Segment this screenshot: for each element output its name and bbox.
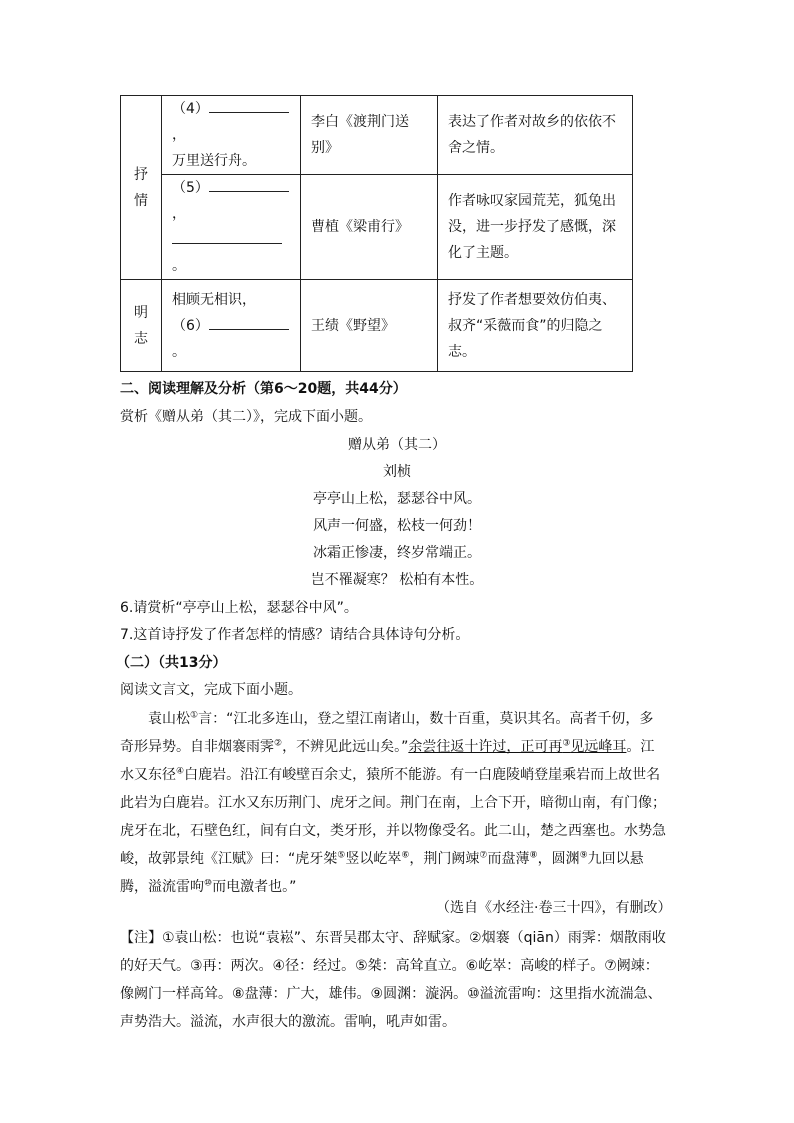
note-cell: 作者咏叹家园荒芜，狐兔出没，进一步抒发了感慨，深化了主题。 — [438, 175, 633, 280]
verse-line: 万里送行舟。 — [172, 153, 256, 169]
fill-blank[interactable] — [172, 227, 282, 244]
source-cell: 曹植《梁甫行》 — [301, 175, 438, 280]
item-number: （6） — [172, 317, 209, 334]
passage-source: （选自《水经注·卷三十四》，有删改） — [436, 900, 672, 916]
passage-line: 此岩为白鹿岩。江水又东历荆门、虎牙之间。荆门在南，上合下开，暗彻山南，有门像； — [120, 795, 666, 811]
footnotes — [120, 924, 680, 1036]
subsection-intro: 阅读文言文，完成下面小题。 — [120, 682, 302, 698]
fill-blank[interactable] — [209, 175, 289, 192]
section-intro: 赏析《赠从弟（其二）》，完成下面小题。 — [120, 409, 372, 425]
punctuation: 。 — [172, 343, 186, 360]
subsection-heading: （二）（共13分） — [116, 655, 227, 671]
classical-passage — [120, 705, 680, 901]
poem-author: 刘桢 — [383, 464, 411, 480]
poem-title: 赠从弟（其二） — [348, 437, 446, 453]
note-cell: 抒发了作者想要效仿伯夷、叔齐“采薇而食”的归隐之志。 — [438, 280, 633, 372]
note-cell: 表达了作者对故乡的依依不舍之情。 — [438, 96, 633, 175]
poem-line: 岂不罹凝寒？ 松柏有本性。 — [310, 572, 484, 588]
poem-line: 冰霜正惨凄，终岁常端正。 — [313, 545, 481, 561]
verse-cell — [162, 175, 301, 280]
underlined-sentence: 余尝往返十许过，正可再③见远峰耳 — [408, 738, 627, 755]
table-row — [121, 96, 633, 175]
question-7: 7.这首诗抒发了作者怎样的情感？请结合具体诗句分析。 — [120, 627, 470, 643]
table-row — [121, 175, 633, 280]
passage-line: 峻，故郭景纯《江赋》曰：“虎牙桀⑤竖以屹崒⑥，荆门阙竦⑦而盘薄⑧，圆渊⑨九回以悬 — [120, 850, 644, 867]
footnote-line: 【注】①袁山松：也说“袁崧”、东晋吴郡太守、辞赋家。②烟褰（qiān）雨霁：烟散雨收 — [120, 930, 666, 946]
passage-line: 袁山松①言：“江北多连山，登之望江南诸山，数十百重，莫识其名。高者千仞，多 — [148, 710, 654, 727]
fill-blank[interactable] — [209, 96, 289, 113]
fill-blank[interactable] — [209, 313, 289, 330]
item-number: （4） — [172, 101, 209, 117]
punctuation: ， — [172, 206, 186, 222]
verse-cell — [162, 280, 301, 372]
punctuation: 。 — [172, 258, 186, 274]
passage-line: 奇形异势。自非烟褰雨霁②，不辨见此远山矣。”余尝往返十许过，正可再③见远峰耳。江 — [120, 738, 655, 755]
footnote-line: 像阙门一样高耸。⑧盘薄：广大，雄伟。⑨圆渊：漩涡。⑩溢流雷呴：这里指水流湍急、 — [120, 986, 662, 1002]
poem-line: 风声一何盛，松枝一何劲！ — [313, 518, 481, 534]
poetry-table — [120, 95, 633, 372]
punctuation: ， — [172, 127, 186, 143]
footnote-line: 声势浩大。溢流，水声很大的激流。雷响，吼声如雷。 — [120, 1014, 456, 1030]
footnote-line: 的好天气。③再：两次。④径：经过。⑤桀：高耸直立。⑥屹崒：高峻的样子。⑦阙竦： — [120, 958, 659, 974]
table-row — [121, 280, 633, 372]
question-6: 6.请赏析“亭亭山上松，瑟瑟谷中风”。 — [120, 600, 358, 616]
passage-line: 水又东径④白鹿岩。沿江有峻壁百余丈，猿所不能游。有一白鹿陵峭登崖乘岩而上故世名 — [120, 766, 661, 783]
verse-line: 相顾无相识， — [172, 291, 256, 308]
verse-cell — [162, 96, 301, 175]
category-cell: 明志 — [121, 280, 162, 372]
passage-line: 腾，溢流雷呴⑩而电激者也。” — [120, 878, 297, 895]
category-cell: 抒情 — [121, 96, 162, 280]
item-number: （5） — [172, 180, 209, 196]
section-heading: 二、阅读理解及分析（第6～20题，共44分） — [120, 381, 407, 397]
source-cell: 李白《渡荆门送别》 — [301, 96, 438, 175]
source-cell: 王绩《野望》 — [301, 280, 438, 372]
poem-line: 亭亭山上松，瑟瑟谷中风。 — [313, 491, 481, 507]
passage-line: 虎牙在北，石壁色红，间有白文，类牙形，并以物像受名。此二山，楚之西塞也。水势急 — [120, 823, 666, 839]
